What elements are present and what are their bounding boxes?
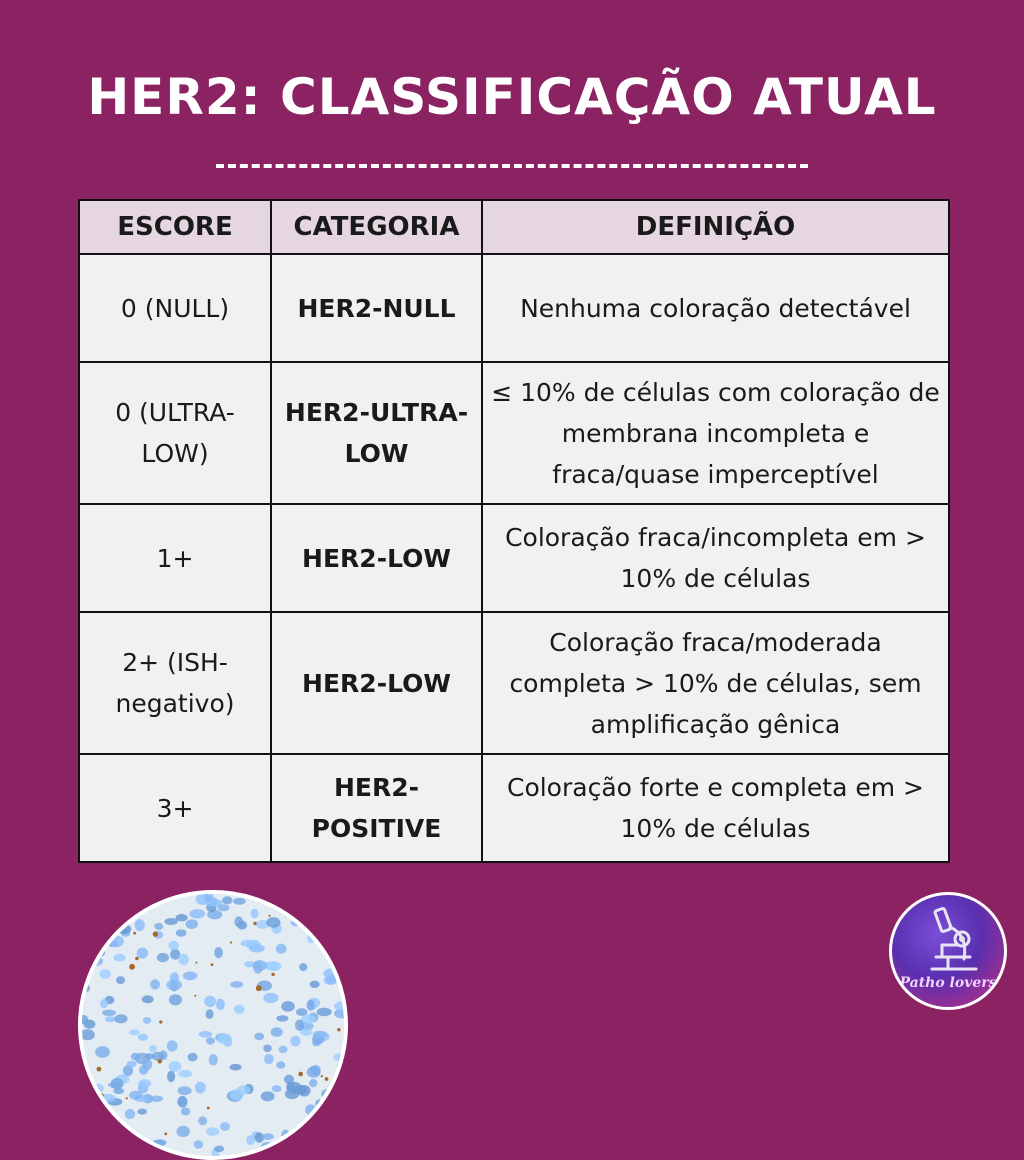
- stain-dot: [164, 1133, 167, 1136]
- cell-nucleus: [253, 960, 267, 971]
- cell-nucleus: [145, 1053, 154, 1059]
- cell-nucleus: [266, 917, 280, 928]
- cell-nucleus: [209, 1054, 218, 1065]
- cell-nucleus: [168, 941, 179, 950]
- cell-nucleus: [333, 1053, 343, 1060]
- stain-dot: [132, 903, 134, 905]
- cell-nucleus: [328, 1132, 343, 1142]
- cell-nucleus: [291, 920, 301, 926]
- cell-nucleus: [135, 919, 145, 931]
- histology-micrograph: [78, 890, 348, 1160]
- cell-nucleus: [179, 954, 189, 966]
- cell-nucleus: [138, 1079, 151, 1087]
- cell-nucleus: [117, 924, 132, 934]
- cell-nucleus: [295, 1020, 304, 1031]
- cell-nucleus: [234, 1005, 245, 1014]
- cell-nucleus: [276, 1015, 288, 1021]
- table-row: [79, 362, 949, 504]
- cell-nucleus: [261, 1142, 274, 1150]
- cell-nucleus: [309, 1079, 317, 1087]
- cell-nucleus: [340, 894, 345, 901]
- category-cell: HER2-ULTRA-LOW: [271, 362, 482, 504]
- definition-cell: ≤ 10% de células com coloração de membrana incompleta e fraca/quase imperceptível: [482, 362, 949, 504]
- cell-nucleus: [249, 944, 265, 952]
- stain-dot: [268, 915, 270, 917]
- cell-nucleus: [327, 1100, 342, 1107]
- score-cell: 0 (NULL): [79, 254, 271, 362]
- cell-nucleus: [313, 1031, 328, 1039]
- cell-nucleus: [119, 894, 132, 898]
- table-row: [79, 754, 949, 862]
- cell-nucleus: [237, 1085, 250, 1094]
- cell-nucleus: [263, 993, 278, 1003]
- cell-nucleus: [88, 1091, 100, 1098]
- cell-nucleus: [230, 981, 243, 988]
- cell-nucleus: [122, 904, 137, 911]
- patho-lovers-logo: [889, 892, 1007, 1010]
- cell-nucleus: [281, 1001, 295, 1012]
- stain-dot: [135, 957, 139, 961]
- cell-nucleus: [321, 1089, 332, 1098]
- cell-nucleus: [150, 979, 160, 989]
- cell-nucleus: [296, 1008, 308, 1016]
- cell-nucleus: [186, 919, 199, 929]
- cell-nucleus: [183, 971, 198, 980]
- cell-nucleus: [107, 895, 121, 901]
- cell-nucleus: [149, 1045, 157, 1052]
- cell-nucleus: [254, 1033, 264, 1040]
- cell-nucleus: [167, 1071, 175, 1082]
- cell-nucleus: [176, 929, 187, 937]
- cell-nucleus: [83, 898, 98, 905]
- stain-dot: [158, 1059, 162, 1063]
- category-cell: HER2-LOW: [271, 612, 482, 754]
- stain-dot: [159, 1020, 162, 1023]
- cell-nucleus: [271, 1027, 283, 1037]
- cell-nucleus: [166, 980, 182, 991]
- cell-nucleus: [261, 1091, 275, 1101]
- cell-nucleus: [281, 1130, 290, 1141]
- stain-dot: [99, 1093, 104, 1098]
- cell-nucleus: [100, 999, 108, 1008]
- cell-nucleus: [151, 894, 163, 899]
- page-title: HER2: CLASSIFICAÇÃO ATUAL: [87, 68, 937, 126]
- stain-dot: [195, 962, 197, 964]
- logo-text: Patho lovers: [899, 975, 997, 991]
- cell-nucleus: [147, 1142, 159, 1149]
- cell-nucleus: [263, 1045, 272, 1053]
- cell-nucleus: [233, 898, 246, 905]
- cell-nucleus: [82, 924, 91, 933]
- cell-nucleus: [178, 1086, 192, 1095]
- cell-nucleus: [324, 976, 338, 985]
- cell-nucleus: [234, 916, 243, 927]
- cell-nucleus: [328, 916, 340, 927]
- cell-nucleus: [125, 1109, 135, 1119]
- microscope-icon: [892, 895, 1004, 1007]
- definition-cell: Coloração forte e completa em > 10% de células: [482, 754, 949, 862]
- cell-nucleus: [317, 1008, 332, 1017]
- cell-nucleus: [324, 914, 335, 920]
- cell-nucleus: [129, 1029, 140, 1035]
- cell-nucleus: [96, 948, 105, 957]
- cell-nucleus: [262, 1133, 274, 1140]
- cell-nucleus: [307, 932, 315, 943]
- cell-nucleus: [127, 1061, 137, 1068]
- cell-nucleus: [305, 1104, 316, 1115]
- cell-nucleus: [319, 897, 334, 909]
- cell-nucleus: [138, 1109, 147, 1115]
- stain-dot: [330, 1150, 335, 1155]
- cell-nucleus: [99, 969, 110, 979]
- cell-nucleus: [142, 1058, 152, 1070]
- cell-nucleus: [111, 1078, 124, 1090]
- header-score: ESCORE: [79, 200, 271, 254]
- cell-nucleus: [218, 904, 230, 911]
- stain-dot: [194, 995, 196, 997]
- category-cell: HER2-NULL: [271, 254, 482, 362]
- cell-nucleus: [251, 909, 259, 918]
- definition-cell: Coloração fraca/moderada completa > 10% de células, sem amplificação gênica: [482, 612, 949, 754]
- cell-nucleus: [169, 994, 182, 1005]
- category-cell: HER2-LOW: [271, 504, 482, 612]
- cell-nucleus: [181, 1108, 190, 1116]
- cell-nucleus: [286, 1082, 294, 1092]
- definition-cell: Coloração fraca/incompleta em > 10% de células: [482, 504, 949, 612]
- cell-nucleus: [307, 1066, 321, 1077]
- cell-nucleus: [131, 1053, 140, 1061]
- cell-nucleus: [169, 1061, 182, 1072]
- cell-nucleus: [118, 915, 131, 923]
- cell-nucleus: [315, 920, 329, 930]
- cell-nucleus: [195, 1082, 206, 1094]
- cell-nucleus: [310, 981, 320, 988]
- stain-dot: [325, 1077, 329, 1081]
- stain-dot: [298, 1072, 303, 1077]
- header-category: CATEGORIA: [271, 200, 482, 254]
- cell-nucleus: [284, 1149, 293, 1156]
- cell-nucleus: [103, 924, 111, 934]
- stain-dot: [211, 963, 214, 966]
- cell-nucleus: [116, 1143, 125, 1154]
- cell-nucleus: [109, 936, 123, 948]
- cell-nucleus: [217, 1034, 232, 1044]
- stain-dot: [97, 1067, 102, 1072]
- cell-nucleus: [214, 947, 223, 958]
- stain-dot: [321, 1075, 323, 1077]
- cell-nucleus: [114, 954, 126, 962]
- table-row: [79, 254, 949, 362]
- cell-nucleus: [216, 999, 225, 1010]
- cell-nucleus: [92, 1084, 104, 1093]
- cell-nucleus: [194, 1140, 204, 1149]
- score-cell: 1+: [79, 504, 271, 612]
- cell-nucleus: [222, 896, 233, 904]
- cell-nucleus: [264, 1054, 274, 1065]
- cell-nucleus: [114, 1014, 127, 1023]
- definition-cell: Nenhuma coloração detectável: [482, 254, 949, 362]
- cell-nucleus: [116, 976, 125, 984]
- cell-nucleus: [102, 1010, 116, 1016]
- cell-nucleus: [129, 1091, 142, 1100]
- cell-nucleus: [120, 901, 136, 913]
- cell-nucleus: [82, 971, 88, 982]
- cell-nucleus: [336, 958, 344, 969]
- cell-nucleus: [91, 957, 103, 966]
- stain-dot: [271, 973, 274, 976]
- cell-nucleus: [113, 1088, 124, 1094]
- cell-nucleus: [230, 1064, 242, 1071]
- cell-nucleus: [99, 908, 108, 916]
- title-divider: [216, 164, 808, 168]
- cell-nucleus: [143, 1017, 152, 1024]
- table-header-row: [79, 200, 949, 254]
- stain-dot: [108, 1145, 113, 1150]
- cell-nucleus: [300, 1029, 312, 1036]
- cell-nucleus: [142, 995, 154, 1003]
- cell-nucleus: [100, 902, 111, 912]
- cell-nucleus: [315, 1099, 324, 1108]
- stain-dot: [82, 1111, 84, 1114]
- cell-nucleus: [199, 1031, 212, 1038]
- cell-nucleus: [164, 918, 177, 925]
- stain-dot: [311, 1147, 314, 1150]
- score-cell: 3+: [79, 754, 271, 862]
- score-cell: 0 (ULTRA-LOW): [79, 362, 271, 504]
- cell-nucleus: [152, 1140, 166, 1147]
- cell-nucleus: [279, 1143, 292, 1152]
- stain-dot: [133, 932, 136, 935]
- cell-nucleus: [298, 1122, 312, 1133]
- stain-dot: [230, 941, 232, 943]
- cell-nucleus: [307, 1000, 315, 1011]
- cell-nucleus: [189, 909, 205, 918]
- cell-nucleus: [319, 933, 328, 942]
- cell-nucleus: [154, 923, 163, 930]
- cell-nucleus: [177, 1096, 187, 1107]
- stain-dot: [126, 1097, 128, 1099]
- cell-nucleus: [220, 1122, 230, 1131]
- cell-nucleus: [198, 1116, 207, 1125]
- cell-nucleus: [246, 1135, 255, 1145]
- her2-classification-table: [78, 199, 950, 863]
- cell-nucleus: [99, 925, 110, 937]
- table-row: [79, 504, 949, 612]
- cell-nucleus: [329, 894, 340, 901]
- cell-nucleus: [283, 894, 297, 902]
- cell-nucleus: [167, 1040, 178, 1051]
- cell-nucleus: [206, 1037, 215, 1044]
- stain-dot: [253, 922, 256, 925]
- header-definition: DEFINIÇÃO: [482, 200, 949, 254]
- stain-dot: [337, 1028, 340, 1031]
- cell-nucleus: [178, 1070, 192, 1078]
- cell-nucleus: [334, 894, 343, 900]
- cell-nucleus: [290, 1036, 300, 1047]
- stain-dot: [129, 964, 135, 970]
- cell-nucleus: [323, 930, 333, 937]
- cell-nucleus: [95, 1046, 110, 1058]
- micrograph-image: [82, 894, 344, 1156]
- cell-nucleus: [188, 1053, 198, 1062]
- cell-nucleus: [262, 894, 272, 901]
- cell-nucleus: [279, 1046, 288, 1054]
- cell-nucleus: [276, 1061, 285, 1068]
- cell-nucleus: [138, 1034, 149, 1041]
- cell-nucleus: [157, 953, 169, 962]
- cell-nucleus: [324, 1101, 335, 1108]
- score-cell: 2+ (ISH-negativo): [79, 612, 271, 754]
- stain-dot: [153, 931, 158, 936]
- cell-nucleus: [137, 948, 148, 959]
- cell-nucleus: [276, 944, 287, 954]
- cell-nucleus: [105, 894, 114, 904]
- stain-dot: [207, 1107, 210, 1110]
- cell-nucleus: [299, 963, 307, 971]
- cell-nucleus: [272, 1085, 282, 1092]
- cell-nucleus: [214, 1146, 224, 1153]
- table-row: [79, 612, 949, 754]
- cell-nucleus: [176, 1126, 190, 1137]
- stain-dot: [256, 985, 262, 991]
- cell-nucleus: [206, 1009, 214, 1019]
- stain-dot: [87, 950, 93, 956]
- cell-nucleus: [206, 1127, 219, 1136]
- category-cell: HER2-POSITIVE: [271, 754, 482, 862]
- cell-nucleus: [204, 996, 216, 1008]
